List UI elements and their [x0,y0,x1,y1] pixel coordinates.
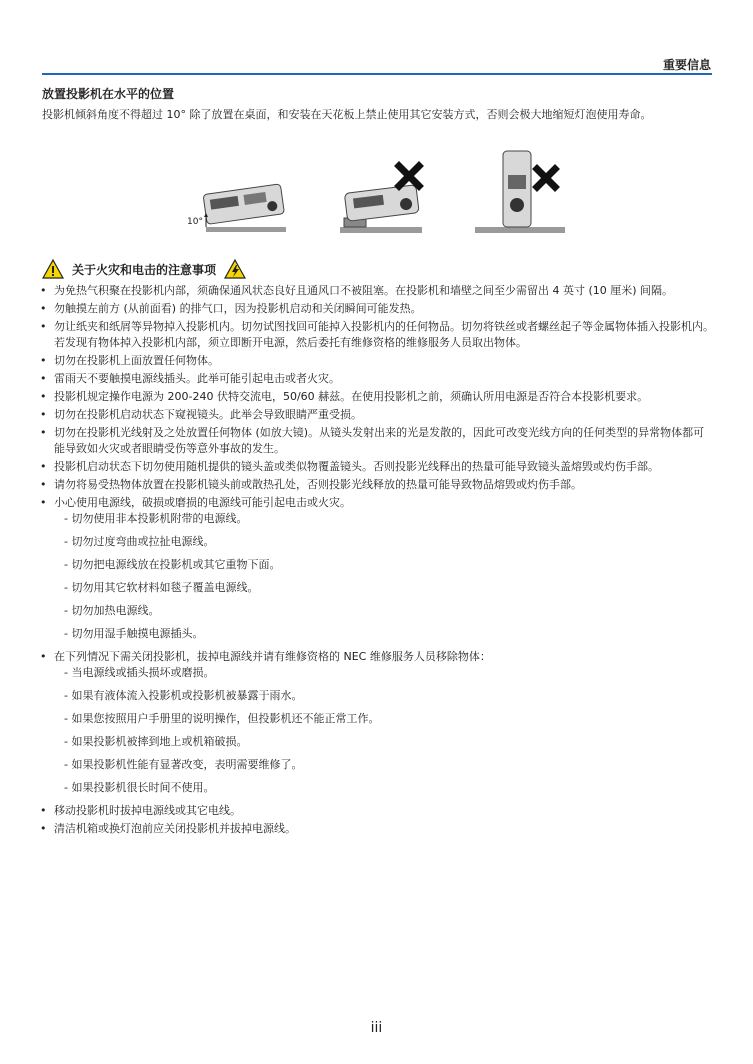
bullet-icon: • [40,302,47,315]
list-item-text: 勿让纸夹和纸屑等异物掉入投影机内。切勿试图找回可能掉入投影机内的任何物品。切勿将铁丝或者螺丝起子等金属物体插入投影机内。若发现有物体掉入投影机内部，须立即断开电源，然后委托有维修资格的维修服务人员取出物体。 [54,320,714,349]
angle-label: 10° [187,217,203,227]
list-item [38,389,714,405]
warning-triangle-icon [42,259,64,279]
list-item-text: 切勿在投影机上面放置任何物体。 [54,354,219,367]
list-item [38,301,714,317]
list-item [38,821,714,837]
warning-heading [42,259,246,279]
bullet-icon: • [40,822,47,835]
placement-illustration [170,145,600,245]
bullet-icon: • [40,804,47,817]
list-item-text: 切勿在投影机启动状态下窥视镜头。此举会导致眼睛严重受损。 [54,408,362,421]
bullet-icon: • [40,320,47,333]
list-item-text: 投影机规定操作电源为 200-240 伏特交流电，50/60 赫兹。在使用投影机之前，须确认所用电源是否符合本投影机要求。 [54,390,649,403]
list-item [38,319,714,351]
list-item [38,425,714,457]
list-item [38,477,714,493]
page-number: iii [370,1020,383,1036]
bullet-icon: • [40,650,47,663]
placement-text: 投影机倾斜角度不得超过 10° 除了放置在桌面，和安装在天花板上禁止使用其它安装方式，否则会极大地缩短灯泡使用寿命。 [42,108,652,121]
tilted-projector-figure [187,184,286,232]
bullet-icon: • [40,284,47,297]
list-item-text: 切勿在投影机光线射及之处放置任何物体 (如放大镜)。从镜头发射出来的光是发散的，因此可改变光线方向的任何类型的异常物体都可能导致如火灾或者眼睛受伤等意外事故的发生。 [54,426,705,455]
sub-list-item: - 切勿加热电源线。 [64,604,160,617]
list-item [38,407,714,423]
sub-list-item: - 如果投影机很长时间不使用。 [64,781,215,794]
sub-list-item: - 切勿用湿手触摸电源插头。 [64,627,204,640]
list-item-text: 移动投影机时拔掉电源线或其它电线。 [54,804,241,817]
sub-list-item: - 当电源线或插头损坏或磨损。 [64,666,215,679]
sub-list-item: - 如果投影机被摔到地上或机箱破损。 [64,735,248,748]
section-header-title: 重要信息 [662,58,711,72]
bullet-icon: • [40,426,47,439]
bullet-icon: • [40,496,47,509]
placement-heading: 放置投影机在水平的位置 [42,87,175,101]
sub-list-item: - 如果您按照用户手册里的说明操作，但投影机还不能正常工作。 [64,712,380,725]
not-allowed-cross-icon [537,169,555,187]
sub-list-item: - 切勿过度弯曲或拉扯电源线。 [64,535,215,548]
sub-list-item: - 切勿用其它软材料如毯子覆盖电源线。 [64,581,259,594]
list-item [38,803,714,819]
list-item [38,353,714,369]
list-item-text: 请勿将易受热物体放置在投影机镜头前或散热孔处，否则投影光线释放的热量可能导致物品熔毁或灼伤手部。 [54,478,582,491]
list-item-text: 为免热气积聚在投影机内部，须确保通风状态良好且通风口不被阻塞。在投影机和墙壁之间至少需留出 4 英寸 (10 厘米) 间隔。 [54,284,674,297]
list-item [38,283,714,299]
list-item-text: 勿触摸左前方 (从前面看) 的排气口，因为投影机启动和关闭瞬间可能发热。 [54,302,422,315]
electric-shock-icon [224,259,246,279]
unlevel-projector-figure [340,166,422,233]
list-item-text: 小心使用电源线，破损或磨损的电源线可能引起电击或火灾。 [54,496,351,509]
list-item-text: 在下列情况下需关闭投影机，拔掉电源线并请有维修资格的 NEC 维修服务人员移除物体： [54,650,491,663]
not-allowed-cross-icon [399,166,419,186]
bullet-icon: • [40,408,47,421]
bullet-icon: • [40,390,47,403]
bullet-icon: • [40,478,47,491]
header-rule [42,73,712,75]
list-item [38,459,714,475]
sub-list-item: - 切勿把电源线放在投影机或其它重物下面。 [64,558,281,571]
warning-title: 关于火灾和电击的注意事项 [72,262,217,277]
list-item-text: 雷雨天不要触摸电源线插头。此举可能引起电击或者火灾。 [54,372,340,385]
bullet-icon: • [40,372,47,385]
list-item [38,649,714,796]
list-item-text: 投影机启动状态下切勿使用随机提供的镜头盖或类似物覆盖镜头。否则投影光线释出的热量可能导致镜头盖熔毁或灼伤手部。 [54,460,659,473]
vertical-projector-figure [475,151,565,233]
sub-list-item: - 如果投影机性能有显著改变，表明需要维修了。 [64,758,303,771]
list-item-text: 清洁机箱或换灯泡前应关闭投影机并拔掉电源线。 [54,822,296,835]
list-item [38,371,714,387]
bullet-icon: • [40,354,47,367]
list-item [38,495,714,642]
sub-list-item: - 如果有液体流入投影机或投影机被暴露于雨水。 [64,689,303,702]
bullet-icon: • [40,460,47,473]
warning-list [38,283,714,839]
sub-list-item: - 切勿使用非本投影机附带的电源线。 [64,512,248,525]
